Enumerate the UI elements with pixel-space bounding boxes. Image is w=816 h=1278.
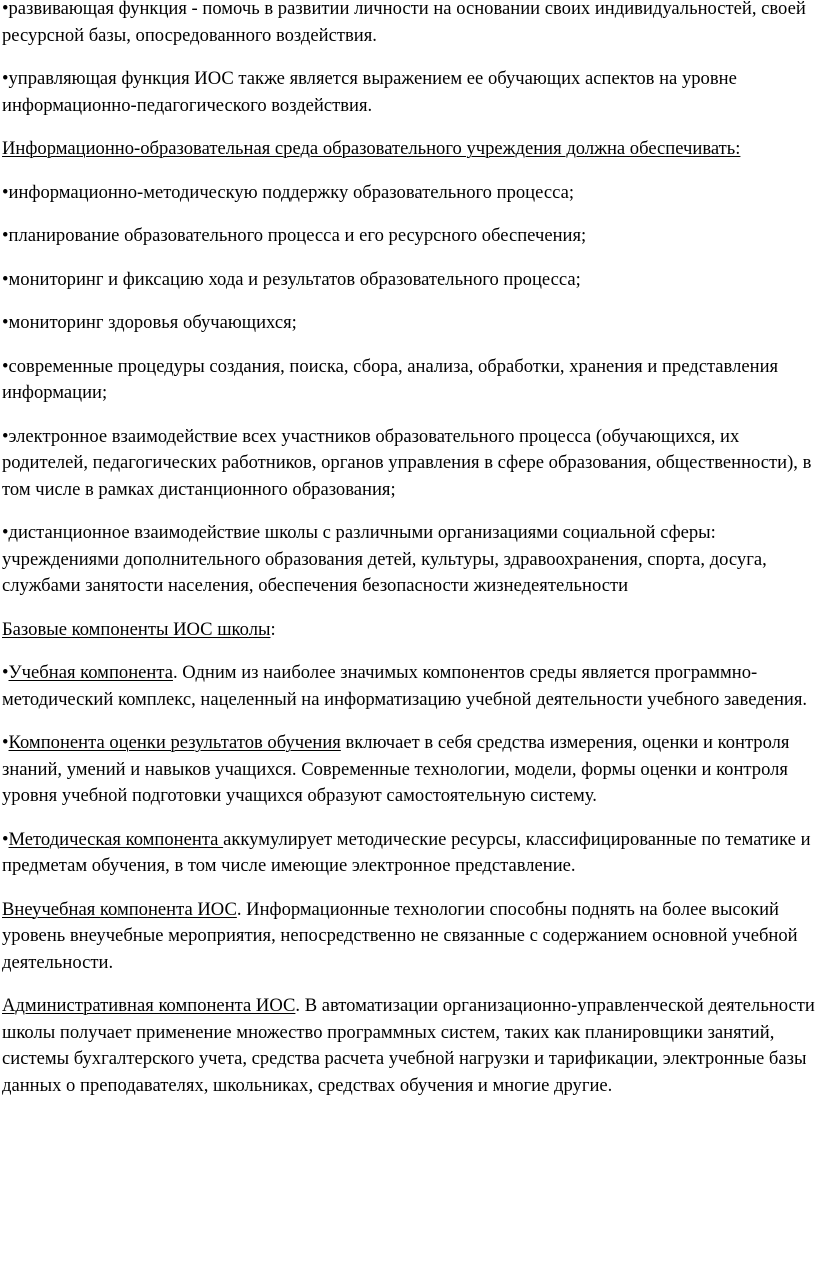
list-item-monitoring-process: •мониторинг и фиксацию хода и результатов образовательного процесса; (2, 268, 581, 290)
underlined-heading-text: Информационно-образовательная среда образовательного учреждения должна обеспечивать: (2, 138, 741, 159)
component-administrative (2, 993, 816, 1099)
component-term: Компонента оценки результатов обучения (8, 732, 341, 753)
component-methodical (2, 827, 816, 880)
underlined-heading-text: Базовые компоненты ИОС школы (2, 618, 271, 640)
component-term: Методическая компонента (8, 828, 224, 850)
list-item-information-procedures: •современные процедуры создания, поиска, сбора, анализа, обработки, хранения и представления информации; (2, 355, 779, 403)
bullet: • (2, 828, 9, 850)
component-description: включает в себя средства измерения, оценки и контроля знаний, умений и навыков учащихся. Современные технологии, модели, формы оценки и контроля уровня учебной подготовки учащихся образуют самостоятельную систему. (2, 732, 790, 806)
heading-colon: : (270, 618, 276, 640)
heading-environment-should-provide (2, 136, 816, 163)
paragraph-managing-function: •управляющая функция ИОС также является выражением ее обучающих аспектов на уровне информационно-педагогического воздействия. (2, 68, 737, 116)
list-item-distance-interaction: •дистанционное взаимодействие школы с различными организациями социальной сферы: учреждениями дополнительного образования детей, культуры, здравоохранения, спорта, досуга, службами занятости населения, обеспечения безопасности жизнедеятельности (2, 522, 767, 596)
heading-base-components (2, 617, 816, 644)
component-term: Учебная компонента (8, 662, 173, 683)
component-description: аккумулирует методические ресурсы, классифицированные по тематике и предметам обучения, в том числе имеющие электронное представление. (2, 828, 811, 876)
component-description: . Одним из наиболее значимых компонентов среды является программно-методический комплекс, нацеленный на информатизацию учебной деятельности учебного заведения. (2, 662, 808, 710)
component-extracurricular (2, 897, 816, 977)
list-item-planning: •планирование образовательного процесса и его ресурсного обеспечения; (2, 225, 587, 246)
bullet: • (2, 732, 9, 753)
list-item-methodical-support: •информационно-методическую поддержку образовательного процесса; (2, 181, 574, 203)
component-description: . В автоматизации организационно-управленческой деятельности школы получает применение множество программных систем, таких как планировщики занятий, системы бухгалтерского учета, средства расчета учебной нагрузки и тарификации, электронные базы данных о преподавателях, школьниках, средствах обучения и многие другие. (2, 995, 815, 1096)
list-item-monitoring-health: •мониторинг здоровья обучающихся; (2, 312, 297, 333)
component-educational (2, 660, 816, 713)
component-description: . Информационные технологии способны поднять на более высокий уровень внеучебные мероприятия, непосредственно не связанные с содержанием основной учебной деятельности. (2, 898, 798, 973)
bullet: • (2, 662, 9, 683)
component-assessment (2, 730, 816, 810)
paragraph-developing-function: •развивающая функция - помочь в развитии личности на основании своих индивидуальностей, своей ресурсной базы, опосредованного воздействия. (2, 0, 806, 46)
component-term: Внеучебная компонента ИОС (2, 898, 237, 920)
list-item-electronic-interaction: •электронное взаимодействие всех участников образовательного процесса (обучающихся, их родителей, педагогических работников, органов управления в сфере образования, общественности), в том числе в рамках дистанционного образования; (2, 425, 812, 500)
component-term: Административная компонента ИОС (2, 995, 296, 1016)
